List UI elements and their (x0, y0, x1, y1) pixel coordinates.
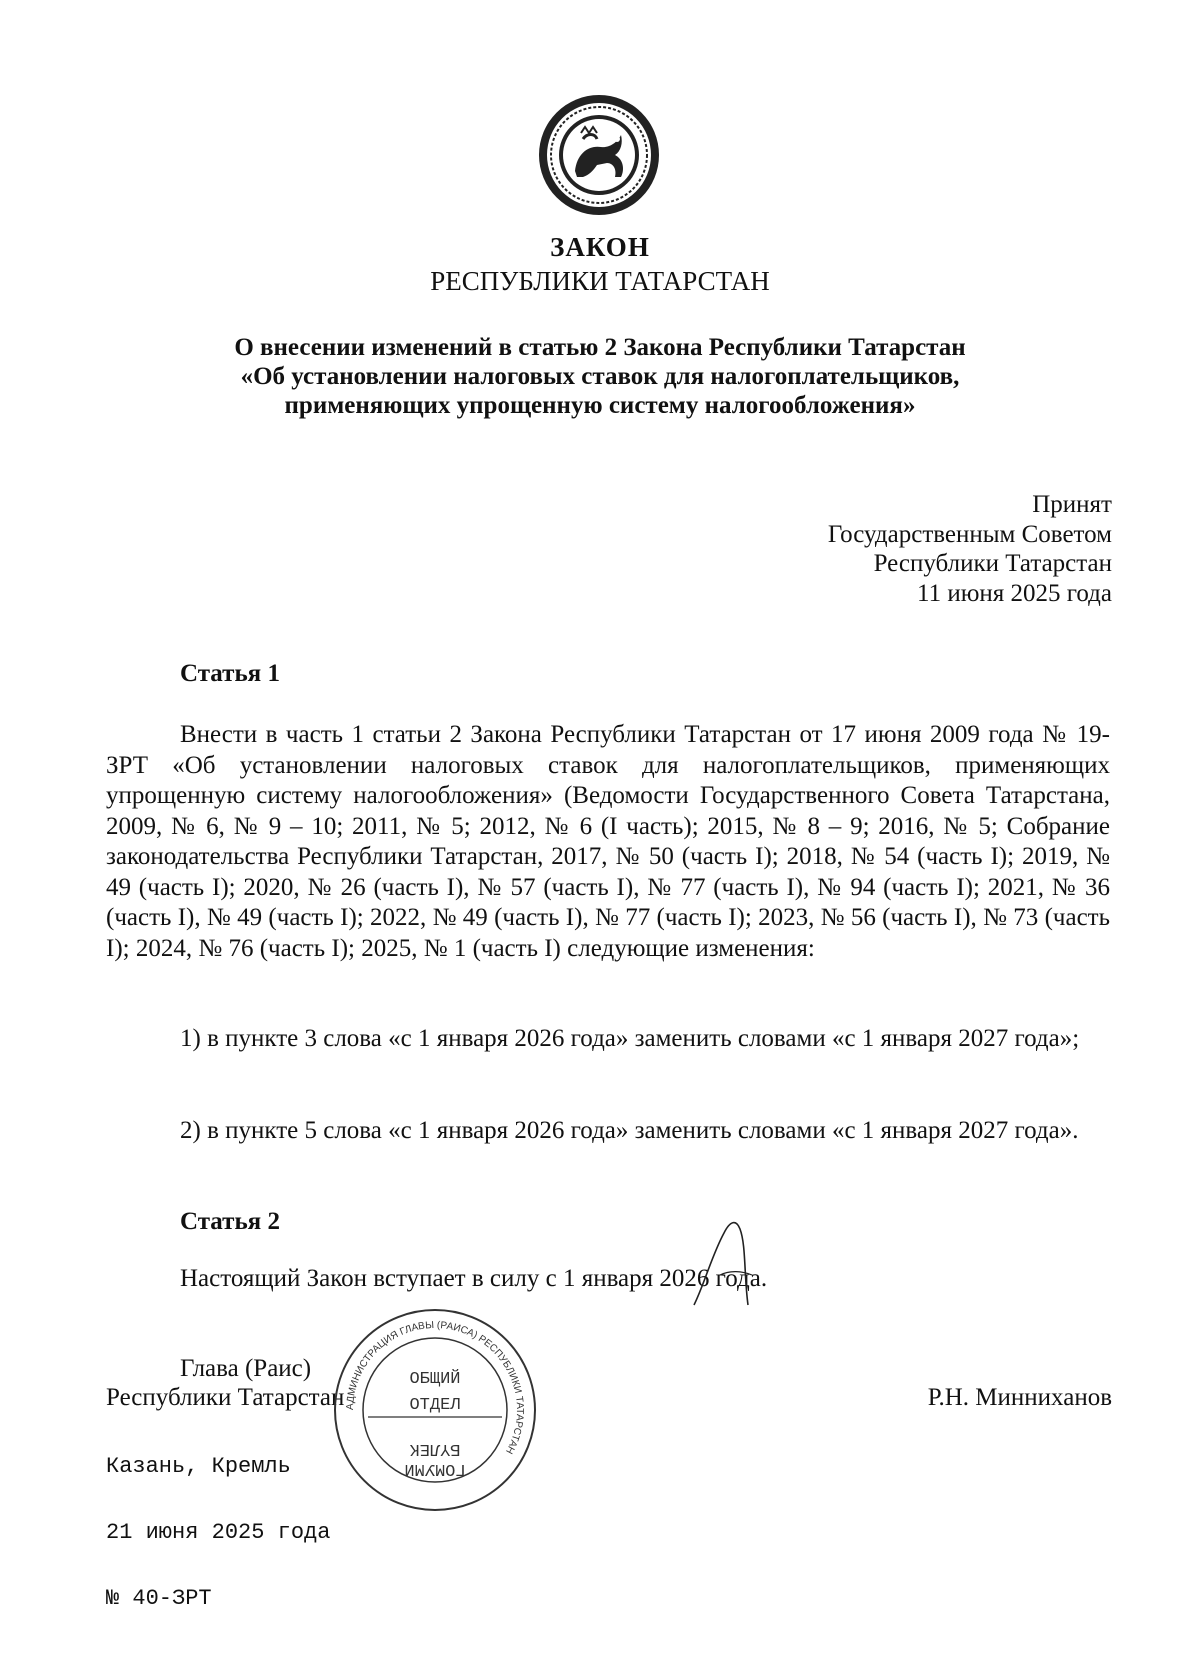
republic-heading: РЕСПУБЛИКИ ТАТАРСТАН (430, 266, 770, 296)
subject-line: применяющих упрощенную систему налогообложения» (284, 392, 916, 419)
adoption-line: Государственным Советом (827, 520, 1112, 548)
seal-center-line-4: ГОМУМИ (404, 1459, 466, 1478)
position-line-1: Глава (Раис) (180, 1355, 312, 1382)
tatarstan-emblem-icon (537, 93, 661, 217)
law-number: № 40-ЗРТ (106, 1586, 212, 1611)
official-seal (330, 1305, 540, 1515)
article-1-title: Статья 1 (180, 660, 280, 687)
law-heading: ЗАКОН (550, 232, 650, 262)
seal-center-line-3: БҮЛЕК (409, 1439, 461, 1458)
law-subject (160, 333, 1040, 420)
article-1-intro: Внести в часть 1 статьи 2 Закона Республики Татарстан от 17 июня 2009 года № 19-ЗРТ «Об установлении налоговых ставок для налогоплательщиков, применяющих упрощенную систему налогообложения» (Ведомости Государственного Совета Татарстана, 2009, № 6, № 9 – 10; 2011, № 5; 2012, № 6 (I часть); 2015, № 8 – 9; 2016, № 5; Собрание законодательства Республики Татарстан, 2017, № 50 (часть I); 2018, № 54 (часть I); 2019, № 49 (часть I); 2020, № 26 (часть I), № 57 (часть I), № 77 (часть I), № 94 (часть I); 2021, № 36 (часть I), № 49 (часть I); 2022, № 49 (часть I), № 77 (часть I); 2023, № 56 (часть I), № 73 (часть I); 2024, № 76 (часть I); 2025, № 1 (часть I) следующие изменения: (106, 721, 1110, 962)
subject-line: «Об установлении налоговых ставок для налогоплательщиков, (240, 363, 960, 390)
article-1-item-1: 1) в пункте 3 слова «с 1 января 2026 года» заменить словами «с 1 января 2027 года»; (180, 1025, 1080, 1052)
adoption-line: 11 июня 2025 года (917, 579, 1112, 607)
article-2-text: Настоящий Закон вступает в силу с 1 января 2026 года. (180, 1265, 768, 1292)
signature-position (106, 1354, 344, 1412)
adoption-block (828, 490, 1112, 608)
place: Казань, Кремль (106, 1454, 291, 1479)
handwritten-signature (690, 1215, 780, 1310)
date: 21 июня 2025 года (106, 1520, 331, 1545)
adoption-line: Республики Татарстан (873, 550, 1112, 577)
article-1-item-2: 2) в пункте 5 слова «с 1 января 2026 года» заменить словами «с 1 января 2027 года». (180, 1117, 1079, 1144)
seal-center-line-1: ОБЩИЙ (409, 1370, 461, 1389)
article-2-title: Статья 2 (180, 1208, 280, 1235)
position-line-2: Республики Татарстан (106, 1384, 345, 1411)
seal-center-line-2: ОТДЕЛ (409, 1396, 461, 1415)
adoption-line: Принят (1032, 491, 1112, 518)
seal-ring-text: АДМИНИСТРАЦИЯ ГЛАВЫ (РАИСА) РЕСПУБЛИКИ ТАТАРСТАН (344, 1319, 526, 1456)
signatory-name: Р.Н. Минниханов (927, 1384, 1112, 1411)
subject-line: О внесении изменений в статью 2 Закона Республики Татарстан (234, 334, 966, 361)
place-date-number (106, 1412, 330, 1654)
